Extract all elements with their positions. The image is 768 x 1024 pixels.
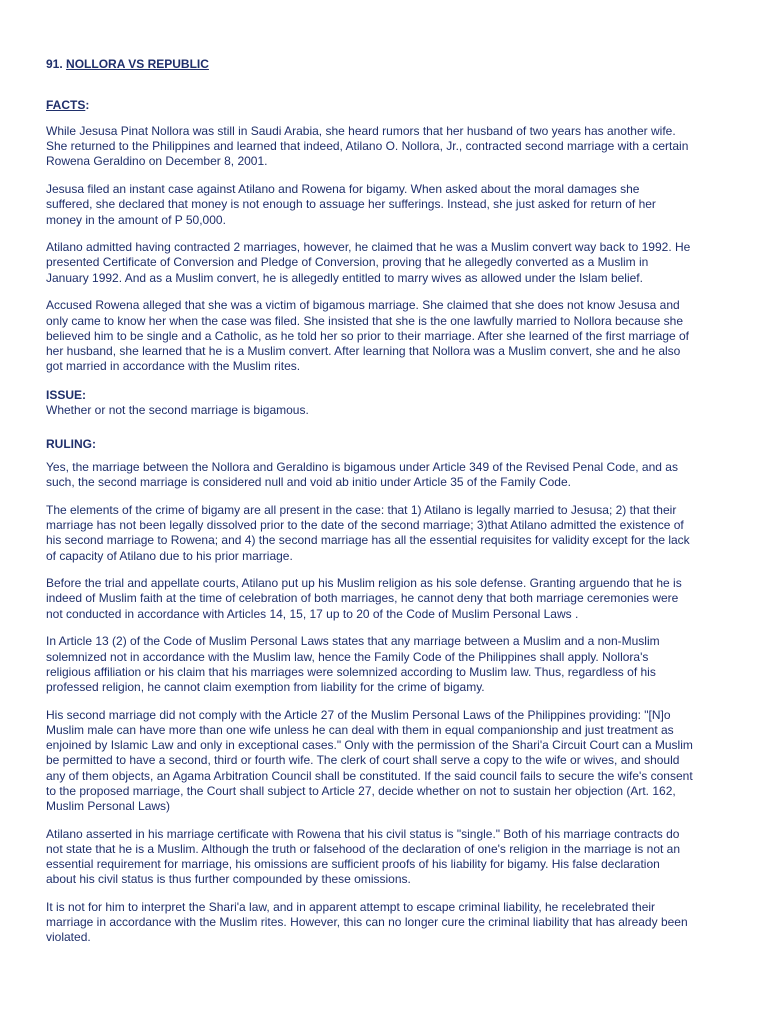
case-name: NOLLORA VS REPUBLIC [66,57,209,71]
ruling-paragraph-2: The elements of the crime of bigamy are all present in the case: that 1) Atilano is legally married to Jesusa; 2) that their marriage has not been legally dissolved prior to the date of the second marriage; 3)that Atilano admitted the existence of his second marriage to Rowena; and 4) the second marriage has all the essential requisites for validity except for the lack of capacity of Atilano due to his prior marriage. [46,502,690,563]
ruling-paragraph-6: Atilano asserted in his marriage certificate with Rowena that his civil status is "single." Both of his marriage contracts do not state that he is a Muslim. Although the truth or falsehood of the declaration of one's religion in the marriage is not an essential requirement for marriage, his omissions are sufficient proofs of his liability for bigamy. His false declaration about his civil status is thus further compounded by these omissions. [46,826,681,887]
ruling-paragraph-1: Yes, the marriage between the Nollora and Geraldino is bigamous under Article 349 of the Revised Penal Code, and as such, the second marriage is considered null and void ab initio under Article 35 of the Family Code. [46,460,678,490]
facts-heading [46,97,744,113]
ruling-paragraph-5: His second marriage did not comply with the Article 27 of the Muslim Personal Laws of the Philippines providing: "[N]o Muslim male can have more than one wife unless he can deal with them in equal companionship and just treatment as enjoined by Islamic Law and only in exceptional cases." Only with the permission of the Shari'a Circuit Court can a Muslim be permitted to have a second, third or fourth wife. The clerk of court shall serve a copy to the wife or wives, and should any of them objects, an Agama Arbitration Council shall be constituted. If the said council fails to secure the wife's consent to the proposed marriage, the Court shall subject to Article 27, decide whether on not to sustain her objection (Art. 162, Muslim Personal Laws) [46,707,693,813]
case-title [46,56,744,72]
facts-paragraph-3: Atilano admitted having contracted 2 marriages, however, he claimed that he was a Muslim convert way back to 1992. He presented Certificate of Conversion and Pledge of Conversion, proving that he allegedly converted as a Muslim in January 1992. And as a Muslim convert, he is allegedly entitled to marry wives as allowed under the Islam belief. [46,240,691,285]
case-number: 91. [46,57,63,71]
issue-heading: ISSUE: [46,387,87,402]
ruling-paragraph-3: Before the trial and appellate courts, Atilano put up his Muslim religion as his sole defense. Granting arguendo that he is indeed of Muslim faith at the time of celebration of both marriages, he cannot deny that both marriage ceremonies were not conducted in accordance with Articles 14, 15, 17 up to 20 of the Code of Muslim Personal Laws . [46,576,682,621]
facts-heading-colon: : [85,98,90,112]
ruling-paragraph-4: In Article 13 (2) of the Code of Muslim Personal Laws states that any marriage between a Muslim and a non-Muslim solemnized not in accordance with the Muslim law, hence the Family Code of the Philippines shall apply. Nollora's religious affiliation or his claim that his marriages were solemnized according to Muslim law. Thus, regardless of his professed religion, he cannot claim exemption from liability for the crime of bigamy. [46,634,660,694]
facts-paragraph-4: Accused Rowena alleged that she was a victim of bigamous marriage. She claimed that she does not know Jesusa and only came to know her when the case was filed. She insisted that she is the one lawfully married to Nollora because she believed him to be single and a Catholic, as he told her so prior to their marriage. After she learned of the first marriage of her husband, she learned that he is a Muslim convert. After learning that Nollora was a Muslim convert, she and he also got married in accordance with the Muslim rites. [46,298,690,374]
ruling-paragraph-7: It is not for him to interpret the Shari'a law, and in apparent attempt to escape criminal liability, he recelebrated their marriage in accordance with the Muslim rites. However, this can no longer cure the criminal liability that has already been violated. [46,899,688,945]
facts-paragraph-2: Jesusa filed an instant case against Atilano and Rowena for bigamy. When asked about the moral damages she suffered, she declared that money is not enough to assuage her sufferings. Instead, she just asked for return of her money in the amount of P 50,000. [46,182,656,227]
facts-heading-label: FACTS [46,98,86,112]
ruling-heading: RULING: [46,437,96,452]
issue-text: Whether or not the second marriage is bigamous. [46,402,309,417]
facts-paragraph-1: While Jesusa Pinat Nollora was still in Saudi Arabia, she heard rumors that her husband of two years has another wife. She returned to the Philippines and learned that indeed, Atilano O. Nollora, Jr., contracted second marriage with a certain Rowena Geraldino on December 8, 2001. [46,124,689,169]
